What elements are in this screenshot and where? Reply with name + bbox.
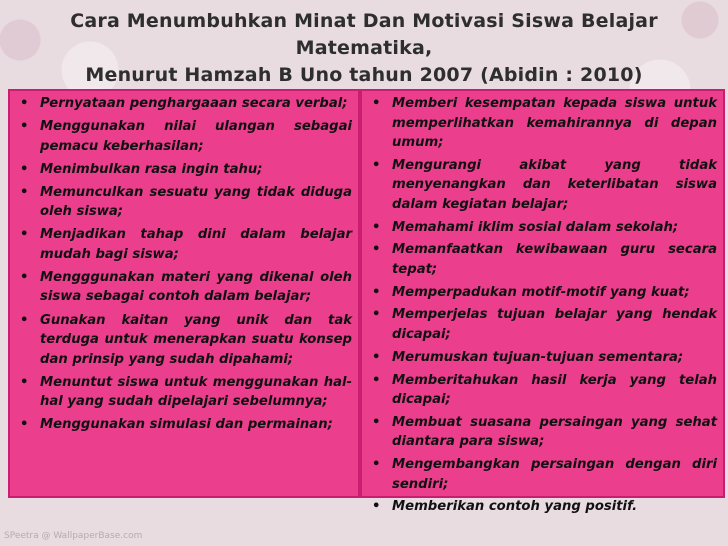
list-item: • Gunakan kaitan yang unik dan tak terduga untuk menerapkan suatu konsep dan prinsip yang sudah dipahami; [20,312,352,367]
right-panel [360,89,725,515]
left-panel [8,89,360,498]
list-item: • Mengggunakan materi yang dikenal oleh siswa sebagai contoh dalam belajar; [20,269,352,305]
list-item: • Memahami iklim sosial dalam sekolah; [372,219,679,235]
list-item: • Menggunakan simulasi dan permainan; [20,417,333,433]
list-item: • Mengurangi akibat yang tidak menyenangkan dan keterlibatan siswa dalam kegiatan belajar; [372,157,717,212]
title-line-1: Cara Menumbuhkan Minat Dan Motivasi Siswa Belajar Matematika, [70,10,658,59]
title-line-2: Menurut Hamzah B Uno tahun 2007 (Abidin : 2010) [85,64,643,86]
list-item: • Memunculkan sesuatu yang tidak diduga oleh siswa; [20,184,352,220]
list-item: • Membuat suasana persaingan yang sehat diantara para siswa; [372,414,717,450]
list-item: • Memberi kesempatan kepada siswa untuk memperlihatkan kemahirannya di depan umum; [372,96,717,150]
list-item: • Merumuskan tujuan-tujuan sementara; [372,349,684,365]
list-item: • Memanfaatkan kewibawaan guru secara tepat; [372,242,717,277]
list-item: • Memperpadukan motif-motif yang kuat; [372,284,690,300]
list-item: • Menggunakan nilai ulangan sebagai pemacu keberhasilan; [20,119,352,154]
watermark: SPeetra @ WallpaperBase.com [4,531,143,541]
list-item: • Memperjelas tujuan belajar yang hendak dicapai; [372,307,717,342]
list-item: • Menuntut siswa untuk menggunakan hal-hal yang sudah dipelajari sebelumnya; [20,374,352,410]
list-item: • Memberikan contoh yang positif. [372,499,638,515]
left-list [10,91,358,435]
list-item: • Menjadikan tahap dini dalam belajar mudah bagi siswa; [20,227,352,262]
list-item: • Pernyataan penghargaaan secara verbal; [20,96,348,111]
list-item: • Menimbulkan rasa ingin tahu; [20,161,263,177]
list-item: • Memberitahukan hasil kerja yang telah dicapai; [372,372,717,408]
right-list [362,91,723,517]
list-item: • Mengembangkan persaingan dengan diri sendiri; [372,457,717,492]
slide-title [0,8,728,89]
